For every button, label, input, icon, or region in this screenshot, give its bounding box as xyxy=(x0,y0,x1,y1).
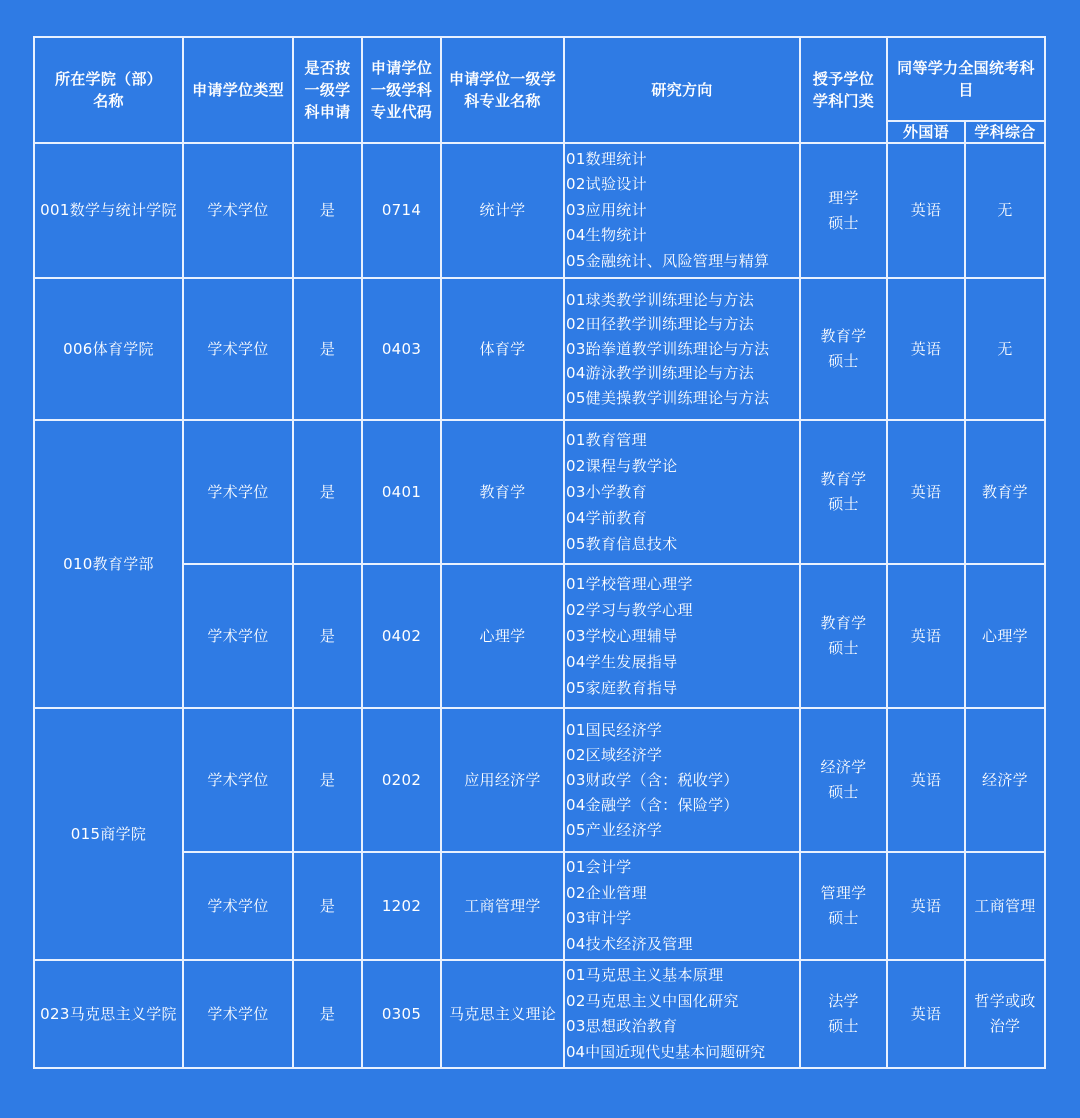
first-level-cell: 是 xyxy=(293,143,362,278)
directions-cell xyxy=(564,564,800,708)
comprehensive-cell: 无 xyxy=(965,143,1045,278)
category-cell xyxy=(800,420,887,564)
foreign-language-cell: 英语 xyxy=(887,708,965,852)
subject-name-cell: 教育学 xyxy=(441,420,564,564)
category-line: 硕士 xyxy=(828,639,859,657)
header-exam-group: 同等学力全国统考科目 xyxy=(887,37,1045,121)
category-cell xyxy=(800,960,887,1068)
college-cell: 006体育学院 xyxy=(34,278,183,420)
comprehensive-cell: 教育学 xyxy=(965,420,1045,564)
comprehensive-line: 治学 xyxy=(989,1017,1021,1035)
direction-item: 01学校管理心理学 xyxy=(566,575,693,593)
first-level-cell: 是 xyxy=(293,852,362,960)
category-line: 硕士 xyxy=(828,1017,859,1035)
direction-item: 04学前教育 xyxy=(566,509,647,527)
foreign-language-cell: 英语 xyxy=(887,960,965,1068)
degree-type-cell: 学术学位 xyxy=(183,708,293,852)
header-first-level: 是否按一级学科申请 xyxy=(293,37,362,143)
category-line: 教育学 xyxy=(820,470,867,488)
directions-cell xyxy=(564,278,800,420)
header-row xyxy=(34,37,1045,121)
category-cell xyxy=(800,278,887,420)
direction-item: 01会计学 xyxy=(566,858,632,876)
foreign-language-cell: 英语 xyxy=(887,852,965,960)
category-cell xyxy=(800,564,887,708)
foreign-language-cell: 英语 xyxy=(887,564,965,708)
header-category: 授予学位学科门类 xyxy=(800,37,887,143)
subject-name-cell: 马克思主义理论 xyxy=(441,960,564,1068)
header-directions: 研究方向 xyxy=(564,37,800,143)
category-line: 硕士 xyxy=(828,213,859,232)
direction-item: 02学习与教学心理 xyxy=(566,601,693,619)
direction-item: 03财政学（含：税收学） xyxy=(566,770,739,789)
direction-item: 01数理统计 xyxy=(566,149,647,168)
subject-name-cell: 体育学 xyxy=(441,278,564,420)
code-cell: 0202 xyxy=(362,708,441,852)
direction-item: 02企业管理 xyxy=(566,883,647,902)
direction-item: 04生物统计 xyxy=(566,226,647,245)
table-row xyxy=(34,564,1045,708)
header-college: 所在学院（部）名称 xyxy=(34,37,183,143)
direction-item: 05健美操教学训练理论与方法 xyxy=(566,388,770,407)
direction-item: 03跆拳道教学训练理论与方法 xyxy=(566,339,770,358)
degree-type-cell: 学术学位 xyxy=(183,960,293,1068)
college-cell: 023马克思主义学院 xyxy=(34,960,183,1068)
direction-item: 02课程与教学论 xyxy=(566,457,678,475)
category-line: 硕士 xyxy=(828,495,859,513)
first-level-cell: 是 xyxy=(293,564,362,708)
first-level-cell: 是 xyxy=(293,278,362,420)
subject-name-cell: 统计学 xyxy=(441,143,564,278)
table-row xyxy=(34,960,1045,1068)
category-line: 硕士 xyxy=(828,352,859,370)
code-cell: 0402 xyxy=(362,564,441,708)
degree-type-cell: 学术学位 xyxy=(183,564,293,708)
direction-item: 02田径教学训练理论与方法 xyxy=(566,315,754,334)
category-line: 硕士 xyxy=(828,909,859,927)
first-level-cell: 是 xyxy=(293,708,362,852)
header-code: 申请学位一级学科专业代码 xyxy=(362,37,441,143)
direction-item: 03小学教育 xyxy=(566,483,647,501)
degree-type-cell: 学术学位 xyxy=(183,420,293,564)
category-line: 教育学 xyxy=(820,327,867,345)
direction-item: 04金融学（含：保险学） xyxy=(566,795,739,814)
degree-type-cell: 学术学位 xyxy=(183,143,293,278)
direction-item: 05家庭教育指导 xyxy=(566,679,678,697)
header-degree-type: 申请学位类型 xyxy=(183,37,293,143)
category-line: 理学 xyxy=(828,188,859,207)
foreign-language-cell: 英语 xyxy=(887,278,965,420)
subject-name-cell: 应用经济学 xyxy=(441,708,564,852)
code-cell: 0714 xyxy=(362,143,441,278)
first-level-cell: 是 xyxy=(293,420,362,564)
category-cell xyxy=(800,708,887,852)
table-row xyxy=(34,143,1045,278)
comprehensive-cell: 工商管理 xyxy=(965,852,1045,960)
direction-item: 05金融统计、风险管理与精算 xyxy=(566,251,770,270)
directions-cell xyxy=(564,143,800,278)
direction-item: 03应用统计 xyxy=(566,200,647,219)
direction-item: 03审计学 xyxy=(566,909,632,927)
college-cell: 010教育学部 xyxy=(34,420,183,708)
direction-item: 04学生发展指导 xyxy=(566,653,678,671)
comprehensive-cell: 无 xyxy=(965,278,1045,420)
direction-item: 05产业经济学 xyxy=(566,820,663,839)
table-row xyxy=(34,420,1045,564)
college-cell: 015商学院 xyxy=(34,708,183,960)
direction-item: 03思想政治教育 xyxy=(566,1017,678,1035)
category-line: 经济学 xyxy=(820,758,867,776)
direction-item: 05教育信息技术 xyxy=(566,535,678,553)
foreign-language-cell: 英语 xyxy=(887,143,965,278)
directions-cell xyxy=(564,852,800,960)
code-cell: 0401 xyxy=(362,420,441,564)
direction-item: 01马克思主义基本原理 xyxy=(566,966,724,984)
directions-cell xyxy=(564,708,800,852)
comprehensive-line: 哲学或政 xyxy=(974,992,1036,1010)
table-row xyxy=(34,708,1045,852)
directions-cell xyxy=(564,420,800,564)
foreign-language-cell: 英语 xyxy=(887,420,965,564)
table-row xyxy=(34,278,1045,420)
direction-item: 02马克思主义中国化研究 xyxy=(566,991,739,1010)
header-foreign-language: 外国语 xyxy=(887,121,965,143)
category-cell xyxy=(800,852,887,960)
category-line: 管理学 xyxy=(820,884,867,902)
header-comprehensive: 学科综合 xyxy=(965,121,1045,143)
subject-name-cell: 工商管理学 xyxy=(441,852,564,960)
program-table xyxy=(33,36,1046,1069)
header-subject-name: 申请学位一级学科专业名称 xyxy=(441,37,564,143)
direction-item: 01球类教学训练理论与方法 xyxy=(566,290,754,309)
code-cell: 1202 xyxy=(362,852,441,960)
category-line: 法学 xyxy=(828,992,859,1010)
table-row xyxy=(34,852,1045,960)
direction-item: 01教育管理 xyxy=(566,431,647,449)
college-cell: 001数学与统计学院 xyxy=(34,143,183,278)
direction-item: 04中国近现代史基本问题研究 xyxy=(566,1042,766,1061)
code-cell: 0305 xyxy=(362,960,441,1068)
comprehensive-cell: 经济学 xyxy=(965,708,1045,852)
category-cell xyxy=(800,143,887,278)
direction-item: 02区域经济学 xyxy=(566,745,663,764)
direction-item: 04游泳教学训练理论与方法 xyxy=(566,364,754,383)
degree-type-cell: 学术学位 xyxy=(183,278,293,420)
category-line: 硕士 xyxy=(828,783,859,801)
comprehensive-cell xyxy=(965,960,1045,1068)
directions-cell xyxy=(564,960,800,1068)
first-level-cell: 是 xyxy=(293,960,362,1068)
direction-item: 03学校心理辅导 xyxy=(566,627,678,645)
subject-name-cell: 心理学 xyxy=(441,564,564,708)
direction-item: 01国民经济学 xyxy=(566,720,663,739)
comprehensive-cell: 心理学 xyxy=(965,564,1045,708)
category-line: 教育学 xyxy=(820,614,867,632)
direction-item: 02试验设计 xyxy=(566,175,647,194)
direction-item: 04技术经济及管理 xyxy=(566,934,693,953)
code-cell: 0403 xyxy=(362,278,441,420)
degree-type-cell: 学术学位 xyxy=(183,852,293,960)
